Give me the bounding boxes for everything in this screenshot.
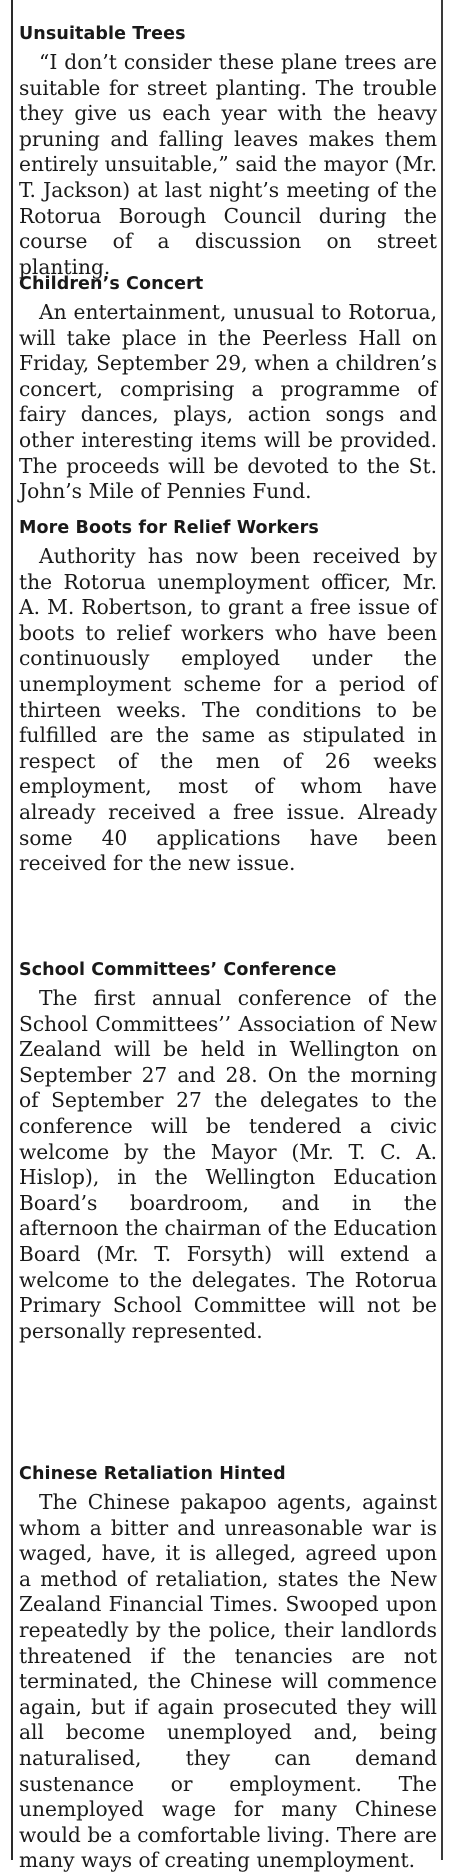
article-headline: School Committees’ Conference [19, 960, 337, 980]
article-body: Authority has now been received by the Rotorua unemployment officer, Mr. A. M. Robertson, to grant a free issue of boots to relief workers who have been continuously employed under the unemployment scheme for a period of thirteen weeks. The conditions to be fulfilled are the same as stipulated in respect of the men of 26 weeks employment, most of whom have already received a free issue. Already some 40 applications have been received for the new issue. [19, 544, 437, 876]
article-headline: Chinese Retaliation Hinted [19, 1464, 286, 1484]
article-childrens-concert [13, 272, 441, 505]
article-headline: Unsuitable Trees [19, 24, 186, 44]
article-body: The first annual conference of the School Committees’’ Association of New Zealand will be held in Wellington on September 27 and 28. On the morning of September 27 the delegates to the conference will be tendered a civic welcome by the Mayor (Mr. T. C. A. Hislop), in the Wellington Education Board’s boardroom, and in the afternoon the chairman of the Education Board (Mr. T. Forsyth) will extend a welcome to the delegates. The Rotorua Primary School Committee will not be personally represented. [19, 986, 437, 1343]
article-unsuitable-trees [13, 22, 441, 280]
article-school-committees [13, 958, 441, 1344]
article-headline: More Boots for Relief Workers [19, 518, 319, 538]
article-body: “I don’t consider these plane trees are suitable for street planting. The trouble they give us each year with the heavy pruning and falling leaves makes them entirely unsuitable,” said the mayor (Mr. T. Jackson) at last night’s meeting of the Rotorua Borough Council during the course of a discussion on street planting. [19, 50, 437, 279]
article-chinese-retaliation [13, 1462, 441, 1874]
article-headline: Children’s Concert [19, 274, 204, 294]
article-body: The Chinese pakapoo agents, against whom a bitter and unreasonable war is waged, have, it is alleged, agreed upon a method of retaliation, states the New Zealand Financial Times. Swooped upon repeatedly by the police, their landlords threatened if the tenancies are not terminated, the Chinese will commence again, but if again prosecuted they will all become unemployed and, being naturalised, they can demand sustenance or employment. The unemployed wage for many Chinese would be a comfortable living. There are many ways of creating unemployment. [19, 1490, 437, 1873]
right-column-rule [441, 0, 443, 1860]
article-body: An entertainment, unusual to Rotorua, will take place in the Peerless Hall on Friday, September 29, when a children’s concert, comprising a programme of fairy dances, plays, action songs and other interesting items will be provided. The proceeds will be devoted to the St. John’s Mile of Pennies Fund. [19, 300, 437, 504]
article-more-boots [13, 516, 441, 877]
